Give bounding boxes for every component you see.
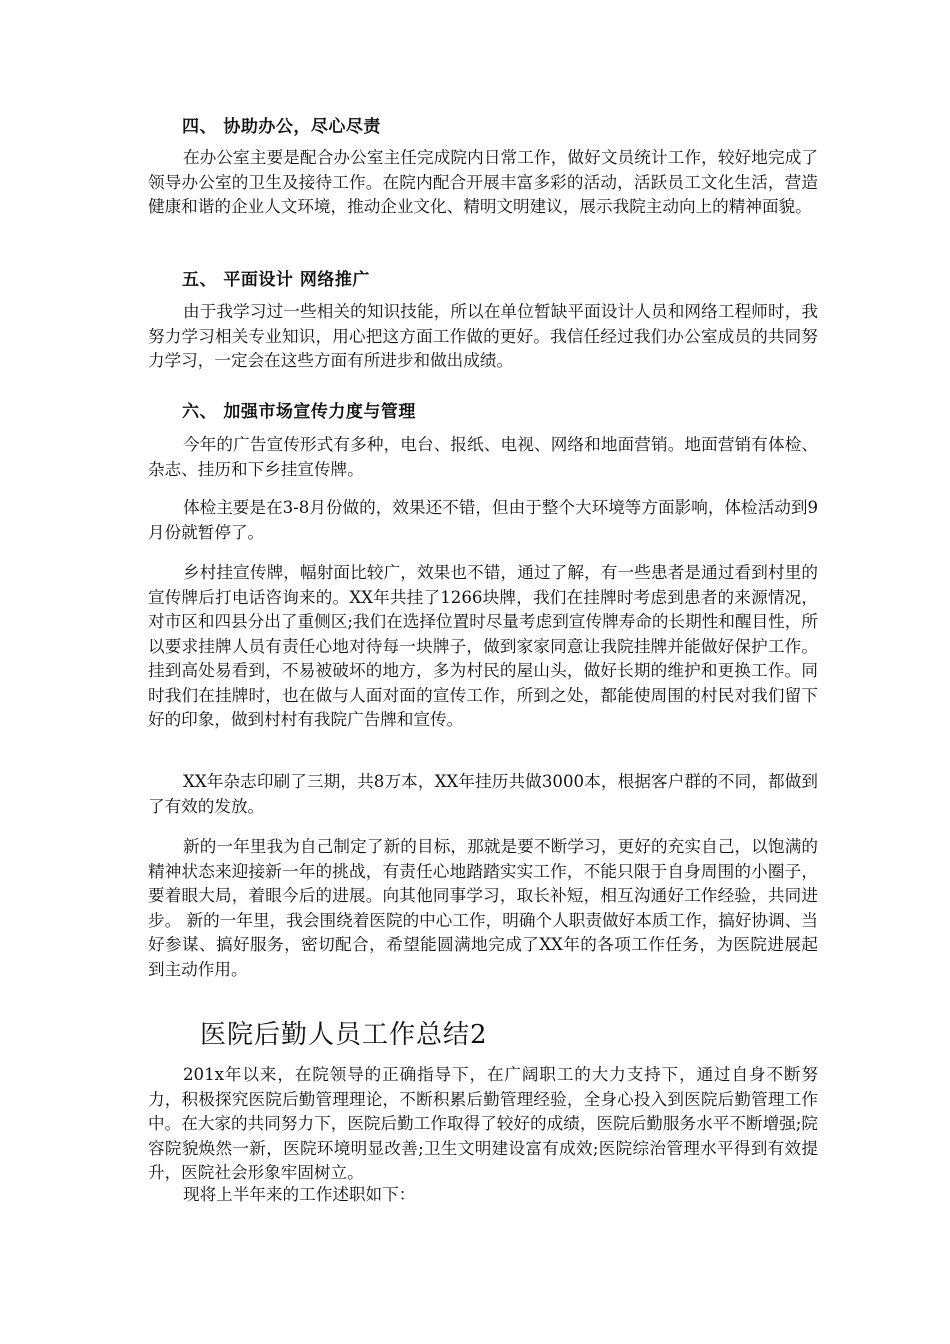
section-heading-5: 五、 平面设计 网络推广 xyxy=(182,270,370,290)
paragraph: 由于我学习过一些相关的知识技能，所以在单位暂缺平面设计人员和网络工程师时，我努力学习相关专业知识，用心把这方面工作做的更好。我信任经过我们办公室成员的共同努力学习，一定会在这些方面有所进步和做出成绩。 xyxy=(148,302,818,370)
paragraph: 在办公室主要是配合办公室主任完成院内日常工作，做好文员统计工作，较好地完成了领导办公室的卫生及接待工作。在院内配合开展丰富多彩的活动，活跃员工文化生活，营造健康和谐的企业人文环境，推动企业文化、精明文明建议，展示我院主动向上的精神面貌。 xyxy=(148,148,818,216)
section-heading-6: 六、 加强市场宣传力度与管理 xyxy=(182,402,416,422)
section-heading-4: 四、 协助办公，尽心尽责 xyxy=(182,117,381,137)
paragraph: 201x年以来，在院领导的正确指导下，在广阔职工的大力支持下，通过自身不断努力，积极探究医院后勤管理理论，不断积累后勤管理经验，全身心投入到医院后勤管理工作中。在大家的共同努力下，医院后勤工作取得了较好的成绩，医院后勤服务水平不断增强;院容院貌焕然一新，医院环境明显改善;卫生文明建设富有成效;医院综治管理水平得到有效提升，医院社会形象牢固树立。 xyxy=(148,1065,818,1182)
article-title: 医院后勤人员工作总结2 xyxy=(200,1020,488,1050)
paragraph: 体检主要是在3-8月份做的，效果还不错，但由于整个大环境等方面影响，体检活动到9月份就暂停了。 xyxy=(148,498,818,542)
paragraph: XX年杂志印刷了三期，共8万本，XX年挂历共做3000本，根据客户群的不同，都做到了有效的发放。 xyxy=(148,772,818,816)
paragraph: 乡村挂宣传牌，幅射面比较广，效果也不错，通过了解，有一些患者是通过看到村里的宣传牌后打电话咨询来的。XX年共挂了1266块牌，我们在挂牌时考虑到患者的来源情况，对市区和四县分出了重侧区;我们在选择位置时尽量考虑到宣传牌寿命的长期性和醒目性，所以要求挂牌人员有责任心地对待每一块牌子，做到家家同意让我院挂牌并能做好保护工作。挂到高处易看到，不易被破坏的地方，多为村民的屋山头，做好长期的维护和更换工作。同时我们在挂牌时，也在做与人面对面的宣传工作，所到之处，都能使周围的村民对我们留下好的印象，做到村村有我院广告牌和宣传。 xyxy=(148,563,818,729)
paragraph: 今年的广告宣传形式有多种，电台、报纸、电视、网络和地面营销。地面营销有体检、杂志、挂历和下乡挂宣传牌。 xyxy=(148,435,818,479)
paragraph: 现将上半年来的工作述职如下： xyxy=(183,1185,416,1204)
paragraph: 新的一年里我为自己制定了新的目标，那就是要不断学习，更好的充实自己，以饱满的精神状态来迎接新一年的挑战，有责任心地踏踏实实工作，不能只限于自身周围的小圈子，要着眼大局，着眼今后的进展。向其他同事学习，取长补短，相互沟通好工作经验，共同进步。 新的一年里，我会围绕着医院的中心工作，明确个人职责做好本质工作，搞好协调、当好参谋、搞好服务，密切配合，希望能圆满地完成了XX年的各项工作任务，为医院进展起到主动作用。 xyxy=(148,837,818,979)
